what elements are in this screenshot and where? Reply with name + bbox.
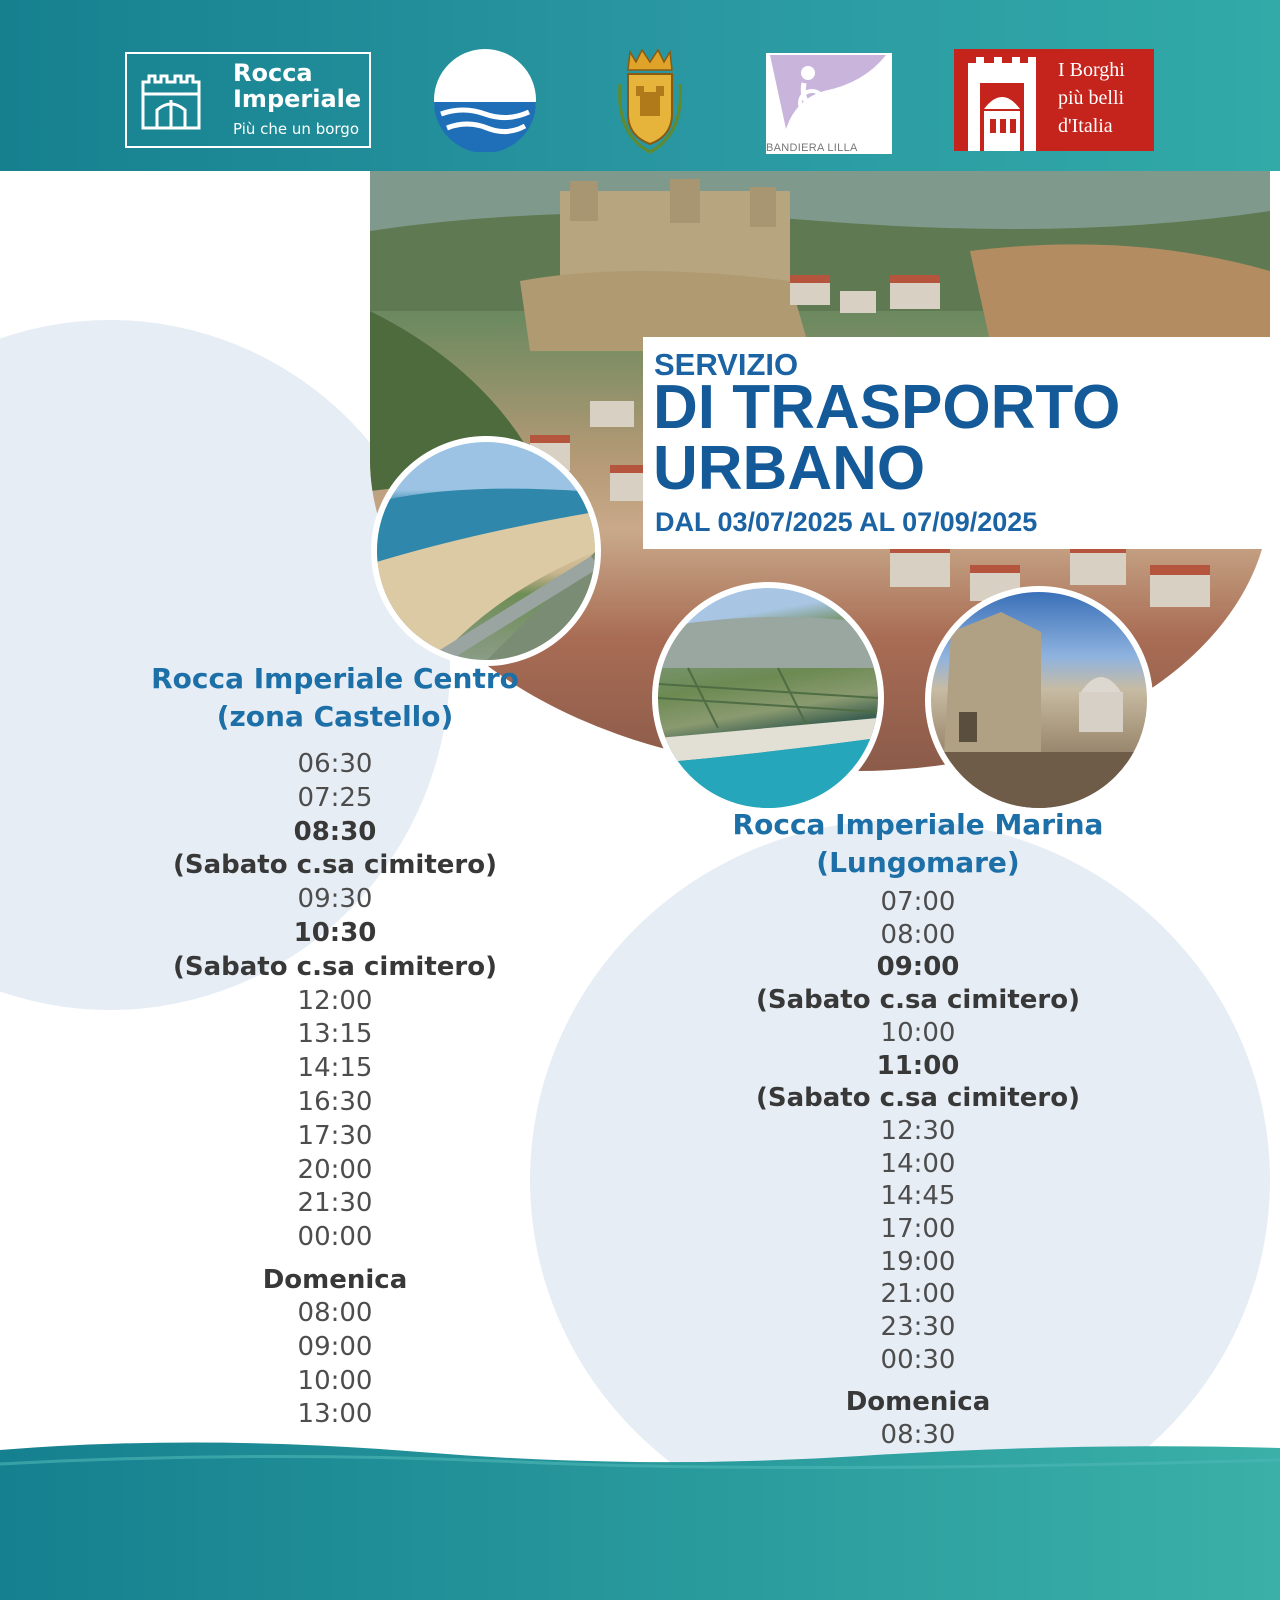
logo-rocca-tagline: Più che un borgo	[233, 120, 359, 138]
departure-time: 12:00	[297, 985, 373, 1016]
departure-time: 11:00	[876, 1050, 960, 1081]
departure-time: 07:25	[297, 782, 373, 813]
coast-photo-art	[658, 588, 878, 808]
departure-time: 21:00	[880, 1279, 956, 1310]
departure-time: 21:30	[297, 1188, 373, 1219]
departure-time: 17:00	[880, 1214, 956, 1245]
departure-time: 19:00	[880, 1246, 956, 1277]
sunday-departure-time: 08:00	[297, 1297, 373, 1328]
departure-time: 07:00	[880, 887, 956, 917]
borghi-line1: I Borghi	[1058, 59, 1125, 81]
marina-heading-line2: (Lungomare)	[816, 846, 1020, 879]
schedule-centro	[130, 660, 540, 1432]
church-round-photo	[925, 586, 1153, 814]
bottom-wave	[0, 1440, 1280, 1600]
beach-round-photo	[371, 436, 601, 666]
departure-time: 09:00	[876, 952, 960, 983]
departure-time: 14:45	[880, 1181, 956, 1212]
departure-time: (Sabato c.sa cimitero)	[173, 850, 497, 881]
departure-time: 00:30	[880, 1344, 956, 1375]
title-date-range: DAL 03/07/2025 AL 07/09/2025	[655, 507, 1038, 537]
marina-sunday-label: Domenica	[845, 1386, 991, 1417]
beach-photo-art	[377, 442, 595, 660]
centro-times-list	[130, 748, 540, 1255]
departure-time: 14:00	[880, 1148, 956, 1179]
centro-sunday-label: Domenica	[262, 1264, 408, 1295]
centro-sunday-list	[130, 1297, 540, 1432]
departure-time: 06:30	[297, 749, 373, 779]
departure-time: 09:30	[297, 884, 373, 915]
town-crest-icon	[614, 44, 686, 156]
church-photo-art	[931, 592, 1147, 808]
bandiera-lilla-text: BANDIERA LILLA	[766, 142, 858, 154]
title-servizio: SERVIZIO	[654, 347, 799, 382]
departure-time: 08:30	[293, 816, 377, 847]
departure-time: 13:15	[297, 1019, 373, 1050]
borghi-logo	[954, 49, 1154, 151]
marina-times-list	[713, 886, 1123, 1377]
marina-heading-line1: Rocca Imperiale Marina	[732, 808, 1104, 841]
schedule-marina	[713, 806, 1123, 1549]
sunday-departure-time: 09:00	[297, 1331, 373, 1362]
centro-heading-line1: Rocca Imperiale Centro	[151, 662, 519, 695]
title-di-trasporto: DI TRASPORTO	[653, 373, 1121, 442]
departure-time: 14:15	[297, 1053, 373, 1084]
castle-icon	[139, 70, 203, 130]
departure-time: (Sabato c.sa cimitero)	[756, 1083, 1080, 1114]
rocca-imperiale-logo	[125, 52, 371, 148]
sunday-departure-time: 13:00	[297, 1399, 373, 1430]
lilla-flag-icon	[766, 53, 892, 141]
logo-rocca-line1: Rocca	[233, 59, 313, 87]
borghi-line2: più belli	[1058, 87, 1125, 109]
title-card	[643, 337, 1280, 549]
departure-time: 08:00	[880, 919, 956, 950]
coast-round-photo	[652, 582, 884, 814]
departure-time: 23:30	[880, 1312, 956, 1343]
departure-time: (Sabato c.sa cimitero)	[756, 985, 1080, 1016]
bandiera-lilla-logo	[766, 53, 892, 154]
departure-time: 20:00	[297, 1154, 373, 1185]
sunday-departure-time: 10:00	[297, 1365, 373, 1396]
departure-time: 12:30	[880, 1115, 956, 1146]
borghi-tower-icon	[954, 49, 1050, 151]
departure-time: 10:00	[880, 1017, 956, 1048]
departure-time: 00:00	[297, 1222, 373, 1253]
header-band	[0, 0, 1280, 171]
departure-time: 17:30	[297, 1120, 373, 1151]
departure-time: 16:30	[297, 1086, 373, 1117]
departure-time: (Sabato c.sa cimitero)	[173, 951, 497, 982]
borghi-line3: d'Italia	[1058, 115, 1113, 137]
sunday-departure-time: 08:30	[880, 1419, 956, 1450]
centro-heading-line2: (zona Castello)	[216, 700, 454, 733]
departure-time: 10:30	[293, 917, 377, 948]
blue-flag-icon	[433, 48, 537, 152]
logo-rocca-line2: Imperiale	[233, 85, 362, 113]
title-urbano: URBANO	[653, 434, 926, 503]
